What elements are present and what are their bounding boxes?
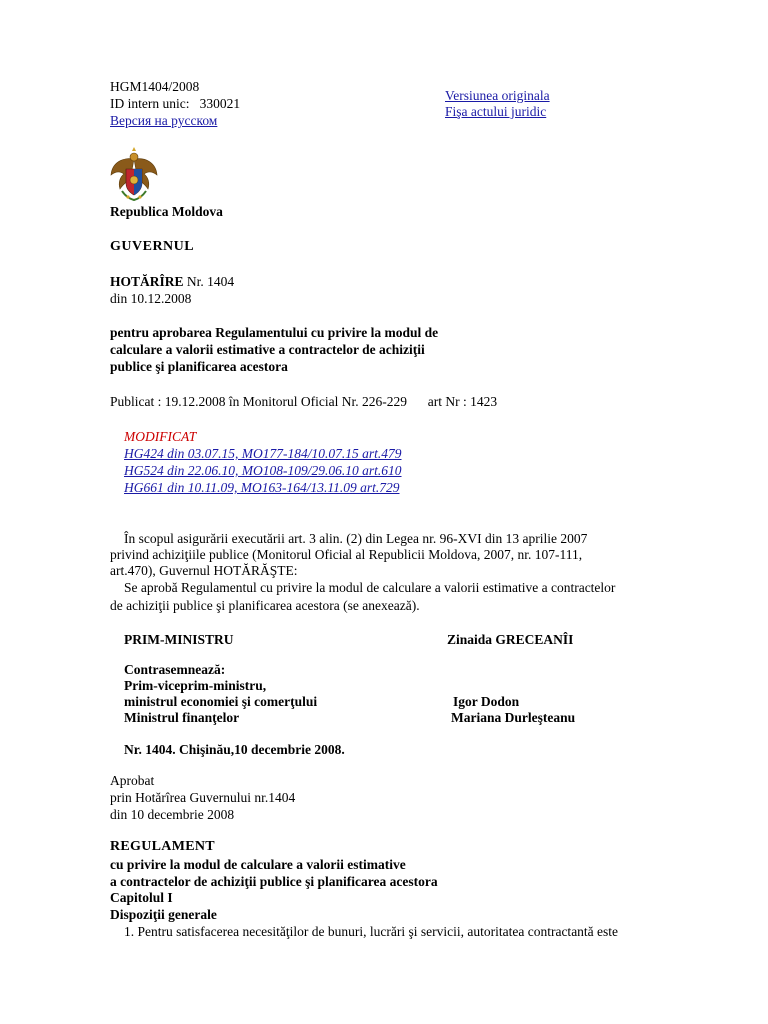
doc-code: HGM1404/2008 (110, 79, 200, 94)
original-version-link[interactable]: Versiunea originala (445, 88, 550, 103)
subject-line: publice şi planificarea acestora (110, 359, 288, 374)
regulation-subtitle: cu privire la modul de calculare a valorii estimative (110, 857, 406, 872)
preamble-line: privind achiziţiile publice (Monitorul Oficial al Republicii Moldova, 2007, nr. 107-111, (110, 547, 583, 562)
role2-label: Ministrul finanţelor (124, 710, 240, 725)
publication-line (110, 393, 497, 410)
russian-version-link[interactable]: Версия на русском (110, 113, 218, 128)
modification-link[interactable]: HG424 din 03.07.15, MO177-184/10.07.15 art.479 (124, 446, 402, 461)
preamble-line: În scopul asigurării executării art. 3 alin. (2) din Legea nr. 96-XVI din 13 aprilie 2007 (124, 531, 588, 546)
modification-link[interactable]: HG524 din 22.06.10, MO108-109/29.06.10 art.610 (124, 463, 402, 478)
coat-of-arms-icon (108, 147, 160, 203)
preamble-line: art.470), Guvernul HOTĂRĂŞTE: (110, 563, 298, 578)
country-name: Republica Moldova (110, 204, 223, 219)
regulation-title: REGULAMENT (110, 839, 215, 854)
approval-line: din 10 decembrie 2008 (110, 807, 235, 822)
government-heading: GUVERNUL (110, 239, 195, 254)
regulation-subtitle: a contractelor de achiziţii publice şi planificarea acestora (110, 874, 438, 889)
publication-art: art Nr : 1423 (427, 394, 498, 409)
decision-title (110, 273, 234, 290)
pm-name: Zinaida GRECEANÎI (447, 632, 574, 647)
decision-number: Nr. 1404 (186, 274, 235, 289)
intern-id-value: 330021 (199, 96, 241, 111)
chapter-label: Capitolul I (110, 890, 173, 905)
approval-line: Aprobat (110, 773, 155, 788)
decision-date: din 10.12.2008 (110, 291, 192, 306)
role1-line2: ministrul economiei şi comerţului (124, 694, 318, 709)
closing-line: Nr. 1404. Chişinău,10 decembrie 2008. (124, 742, 345, 757)
preamble-line: Se aprobă Regulamentul cu privire la modul de calculare a valorii estimative a contractelor (124, 580, 616, 595)
modified-label: MODIFICAT (124, 429, 197, 444)
intern-id (110, 95, 240, 112)
decision-title-bold: HOTĂRÎRE (110, 274, 184, 289)
approval-line: prin Hotărîrea Guvernului nr.1404 (110, 790, 296, 805)
intern-id-label: ID intern unic: (110, 96, 190, 111)
first-point: 1. Pentru satisfacerea necesităţilor de bunuri, lucrări şi servicii, autoritatea contractantă este (124, 924, 619, 939)
countersign-label: Contrasemnează: (124, 662, 226, 677)
modification-link[interactable]: HG661 din 10.11.09, MO163-164/13.11.09 art.729 (124, 480, 400, 495)
pm-label: PRIM-MINISTRU (124, 632, 234, 647)
preamble-line: de achiziţii publice şi planificarea acestora (se anexează). (110, 598, 420, 613)
role2-name: Mariana Durleşteanu (451, 710, 576, 725)
role1-name: Igor Dodon (453, 694, 520, 709)
role1-line1: Prim-viceprim-ministru, (124, 678, 267, 693)
publication-text: Publicat : 19.12.2008 în Monitorul Oficial Nr. 226-229 (110, 394, 407, 409)
chapter-title: Dispoziţii generale (110, 907, 217, 922)
subject-line: calculare a valorii estimative a contractelor de achiziţii (110, 342, 425, 357)
legal-act-sheet-link[interactable]: Fişa actului juridic (445, 104, 547, 119)
subject-line: pentru aprobarea Regulamentului cu privire la modul de (110, 325, 439, 340)
